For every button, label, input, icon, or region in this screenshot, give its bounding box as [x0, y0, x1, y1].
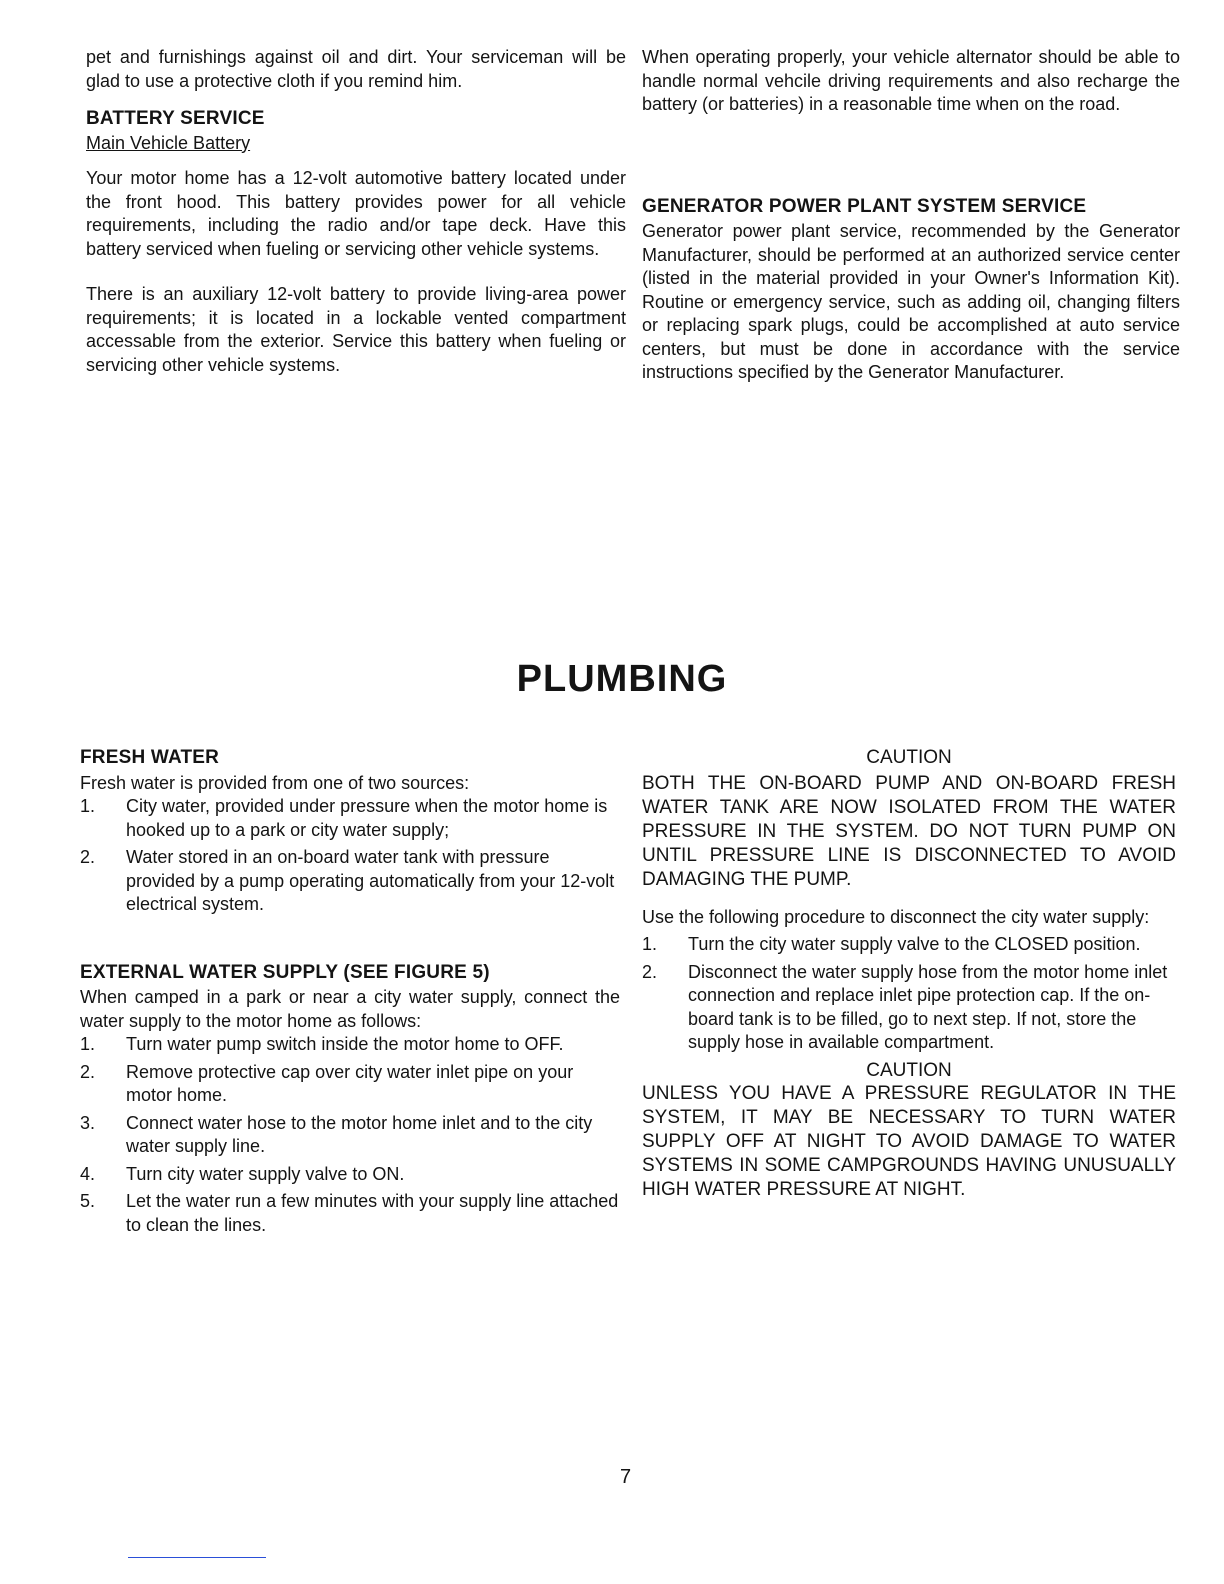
left-bottom-column	[80, 746, 620, 1241]
disconnect-intro: Use the following procedure to disconnect the city water supply:	[642, 906, 1150, 927]
list-item: 5. Let the water run a few minutes with your supply line attached to clean the lines.	[80, 1191, 619, 1235]
main-vehicle-battery-subheading: Main Vehicle Battery	[86, 132, 251, 153]
plumbing-title: PLUMBING	[516, 658, 728, 700]
fresh-water-list	[80, 795, 620, 917]
divider-line	[128, 1557, 266, 1558]
generator-heading: GENERATOR POWER PLANT SYSTEM SERVICE	[642, 195, 1087, 217]
external-water-heading: EXTERNAL WATER SUPPLY (SEE FIGURE 5)	[80, 961, 490, 983]
left-top-column	[86, 46, 626, 377]
list-item: 1. City water, provided under pressure when the motor home is hooked up to a park or city water supply;	[80, 796, 608, 840]
right-top-column	[642, 46, 1180, 385]
list-item: 3. Connect water hose to the motor home inlet and to the city water supply line.	[80, 1112, 593, 1156]
list-item: 1. Turn the city water supply valve to the CLOSED position.	[642, 934, 1141, 954]
list-item: 2. Water stored in an on-board water tank with pressure provided by a pump operating automatically from your 12-volt electrical system.	[80, 847, 615, 914]
list-item: 4. Turn city water supply valve to ON.	[80, 1163, 405, 1184]
right-bottom-column	[642, 746, 1176, 1202]
alternator-paragraph: When operating properly, your vehicle alternator should be able to handle normal vehcile driving requirements and also recharge the battery (or batteries) in a reasonable time when on the road.	[642, 47, 1180, 114]
fresh-water-intro: Fresh water is provided from one of two sources:	[80, 772, 470, 793]
list-item: 2. Remove protective cap over city water inlet pipe on your motor home.	[80, 1061, 574, 1105]
caution-text-1: BOTH THE ON-BOARD PUMP AND ON-BOARD FRESH WATER TANK ARE NOW ISOLATED FROM THE WATER PRESSURE IN THE SYSTEM. DO NOT TURN PUMP ON UNTIL PRESSURE LINE IS DISCONNECTED TO AVOID DAMAGING THE PUMP.	[642, 772, 1176, 890]
battery-paragraph-1: Your motor home has a 12-volt automotive battery located under the front hood. This battery provides power for all vehicle requirements, including the radio and/or tape deck. Have this battery serviced when fueling or servicing other vehicle systems.	[86, 168, 626, 259]
battery-paragraph-2: There is an auxiliary 12-volt battery to provide living-area power requirements; it is located in a lockable vented compartment accessable from the exterior. Service this battery when fueling or servicing other vehicle systems.	[86, 284, 626, 375]
caution-text-2: UNLESS YOU HAVE A PRESSURE REGULATOR IN THE SYSTEM, IT MAY BE NECESSARY TO TURN WATER SUPPLY OFF AT NIGHT TO AVOID DAMAGE TO WATER SYSTEMS IN SOME CAMPGROUNDS HAVING UNUSUALLY HIGH WATER PRESSURE AT NIGHT.	[642, 1083, 1176, 1200]
disconnect-list	[642, 933, 1176, 1055]
list-item: 2. Disconnect the water supply hose from the motor home inlet connection and replace inlet pipe protection cap. If the on-board tank is to be filled, go to next step. If not, store the supply hose in available compartment.	[642, 961, 1168, 1052]
battery-service-heading: BATTERY SERVICE	[86, 108, 265, 129]
external-water-list	[80, 1033, 620, 1237]
caution-heading-2: CAUTION	[866, 1059, 952, 1081]
caution-heading-1: CAUTION	[866, 747, 952, 768]
page-number: 7	[620, 1466, 632, 1488]
fresh-water-heading: FRESH WATER	[80, 747, 220, 768]
external-water-intro: When camped in a park or near a city water supply, connect the water supply to the motor home as follows:	[80, 987, 620, 1031]
list-item: 1. Turn water pump switch inside the motor home to OFF.	[80, 1034, 564, 1054]
generator-paragraph: Generator power plant service, recommended by the Generator Manufacturer, should be performed at an authorized service center (listed in the material provided in your Owner's Information Kit). Routine or emergency service, such as adding oil, changing filters or replacing spark plugs, could be accomplished at auto service centers, but must be done in accordance with the service instructions specified by the Generator Manufacturer.	[642, 221, 1180, 382]
intro-paragraph: pet and furnishings against oil and dirt. Your serviceman will be glad to use a protective cloth if you remind him.	[86, 47, 626, 91]
